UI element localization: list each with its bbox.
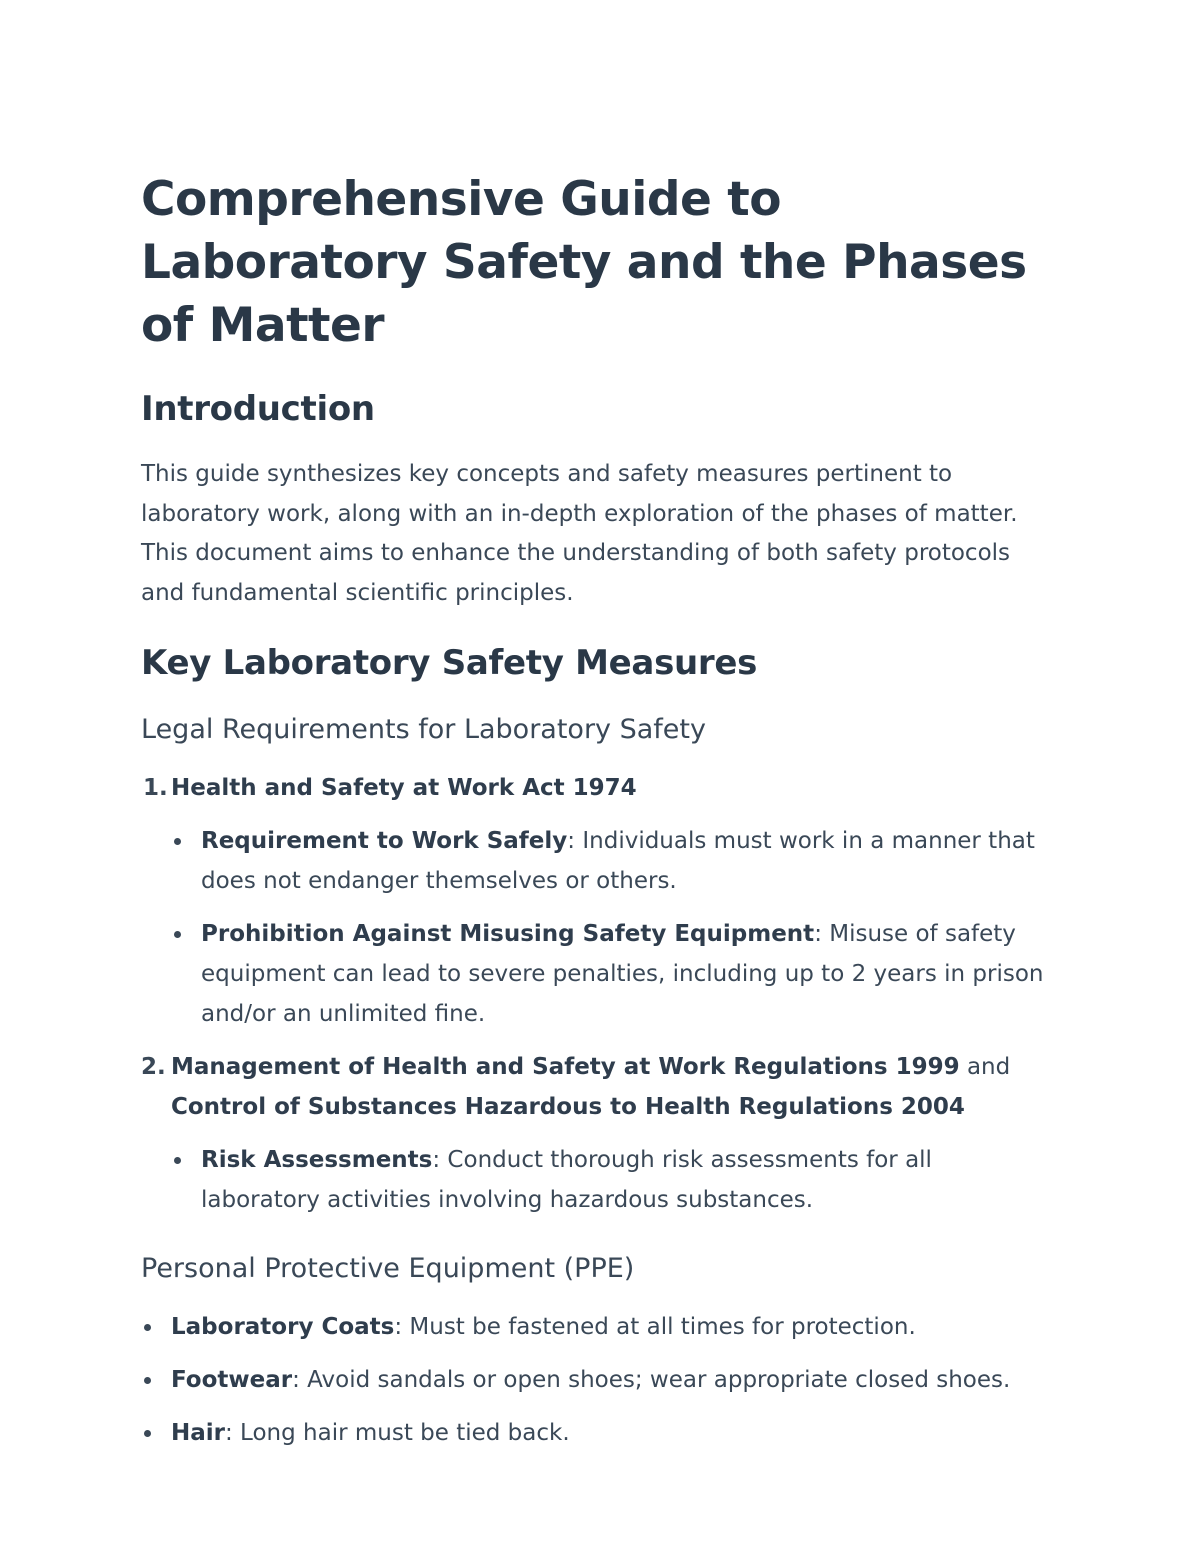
legal-requirements-heading: Legal Requirements for Laboratory Safety [141,714,706,745]
bullet-icon [144,1324,151,1331]
bullet-term: Laboratory Coats [171,1314,395,1340]
act-title: Health and Safety at Work Act 1974 [171,775,637,801]
list-number: 2. [141,1054,166,1080]
list-number: 1. [143,775,168,801]
bullet-text: Avoid sandals or open shoes; wear appropriate closed shoes. [299,1367,1011,1393]
introduction-paragraph: This guide synthesizes key concepts and safety measures pertinent to laboratory work, along with an in-depth exploration of the phases of matter. This document aims to enhance the understanding of both safety protocols and fundamental scientific principles. [141,461,1018,606]
list-item [171,1140,1050,1220]
safety-measures-heading: Key Laboratory Safety Measures [141,643,758,683]
ppe-list [141,1307,1050,1453]
bullet-separator: : [292,1367,300,1393]
list-item [141,1047,1050,1220]
bullet-text: Individuals must work in a manner that does not endanger themselves or others. [201,828,1035,894]
list-item [171,914,1050,1034]
bullet-icon [174,838,181,845]
list-item [141,1413,1050,1453]
bullet-term: Prohibition Against Misusing Safety Equipment [201,921,815,947]
sub-bullet-list [171,821,1050,1034]
legal-requirements-list [141,768,1050,1220]
list-item [171,821,1050,901]
introduction-heading: Introduction [141,389,375,429]
bullet-text: Long hair must be tied back. [232,1420,570,1446]
bullet-icon [144,1430,151,1437]
bullet-separator: : [432,1147,441,1173]
document-title: Comprehensive Guide to Laboratory Safety and the Phases of Matter [141,172,1027,353]
regulation-title: Management of Health and Safety at Work Regulations 1999 [171,1054,960,1080]
bullet-separator: : [567,828,576,854]
list-item [141,1307,1050,1347]
bullet-icon [174,931,181,938]
bullet-icon [144,1377,151,1384]
bullet-text: Conduct thorough risk assessments for all laboratory activities involving hazardous substances. [201,1147,932,1213]
title-joiner: and [959,1054,1011,1080]
bullet-separator: : [814,921,822,947]
regulation-title: Control of Substances Hazardous to Health Regulations 2004 [171,1094,965,1120]
bullet-separator: : [394,1314,403,1340]
bullet-term: Risk Assessments [201,1147,433,1173]
bullet-text: Misuse of safety equipment can lead to severe penalties, including up to 2 years in prison and/or an unlimited fine. [201,921,1044,1027]
bullet-term: Hair [171,1420,225,1446]
ppe-heading: Personal Protective Equipment (PPE) [141,1253,635,1284]
bullet-separator: : [225,1420,233,1446]
list-item [141,1360,1050,1400]
sub-bullet-list [171,1140,1050,1220]
bullet-term: Requirement to Work Safely [201,828,568,854]
bullet-icon [174,1157,181,1164]
bullet-text: Must be fastened at all times for protection. [402,1314,916,1340]
list-item [141,768,1050,1034]
bullet-term: Footwear [171,1367,293,1393]
